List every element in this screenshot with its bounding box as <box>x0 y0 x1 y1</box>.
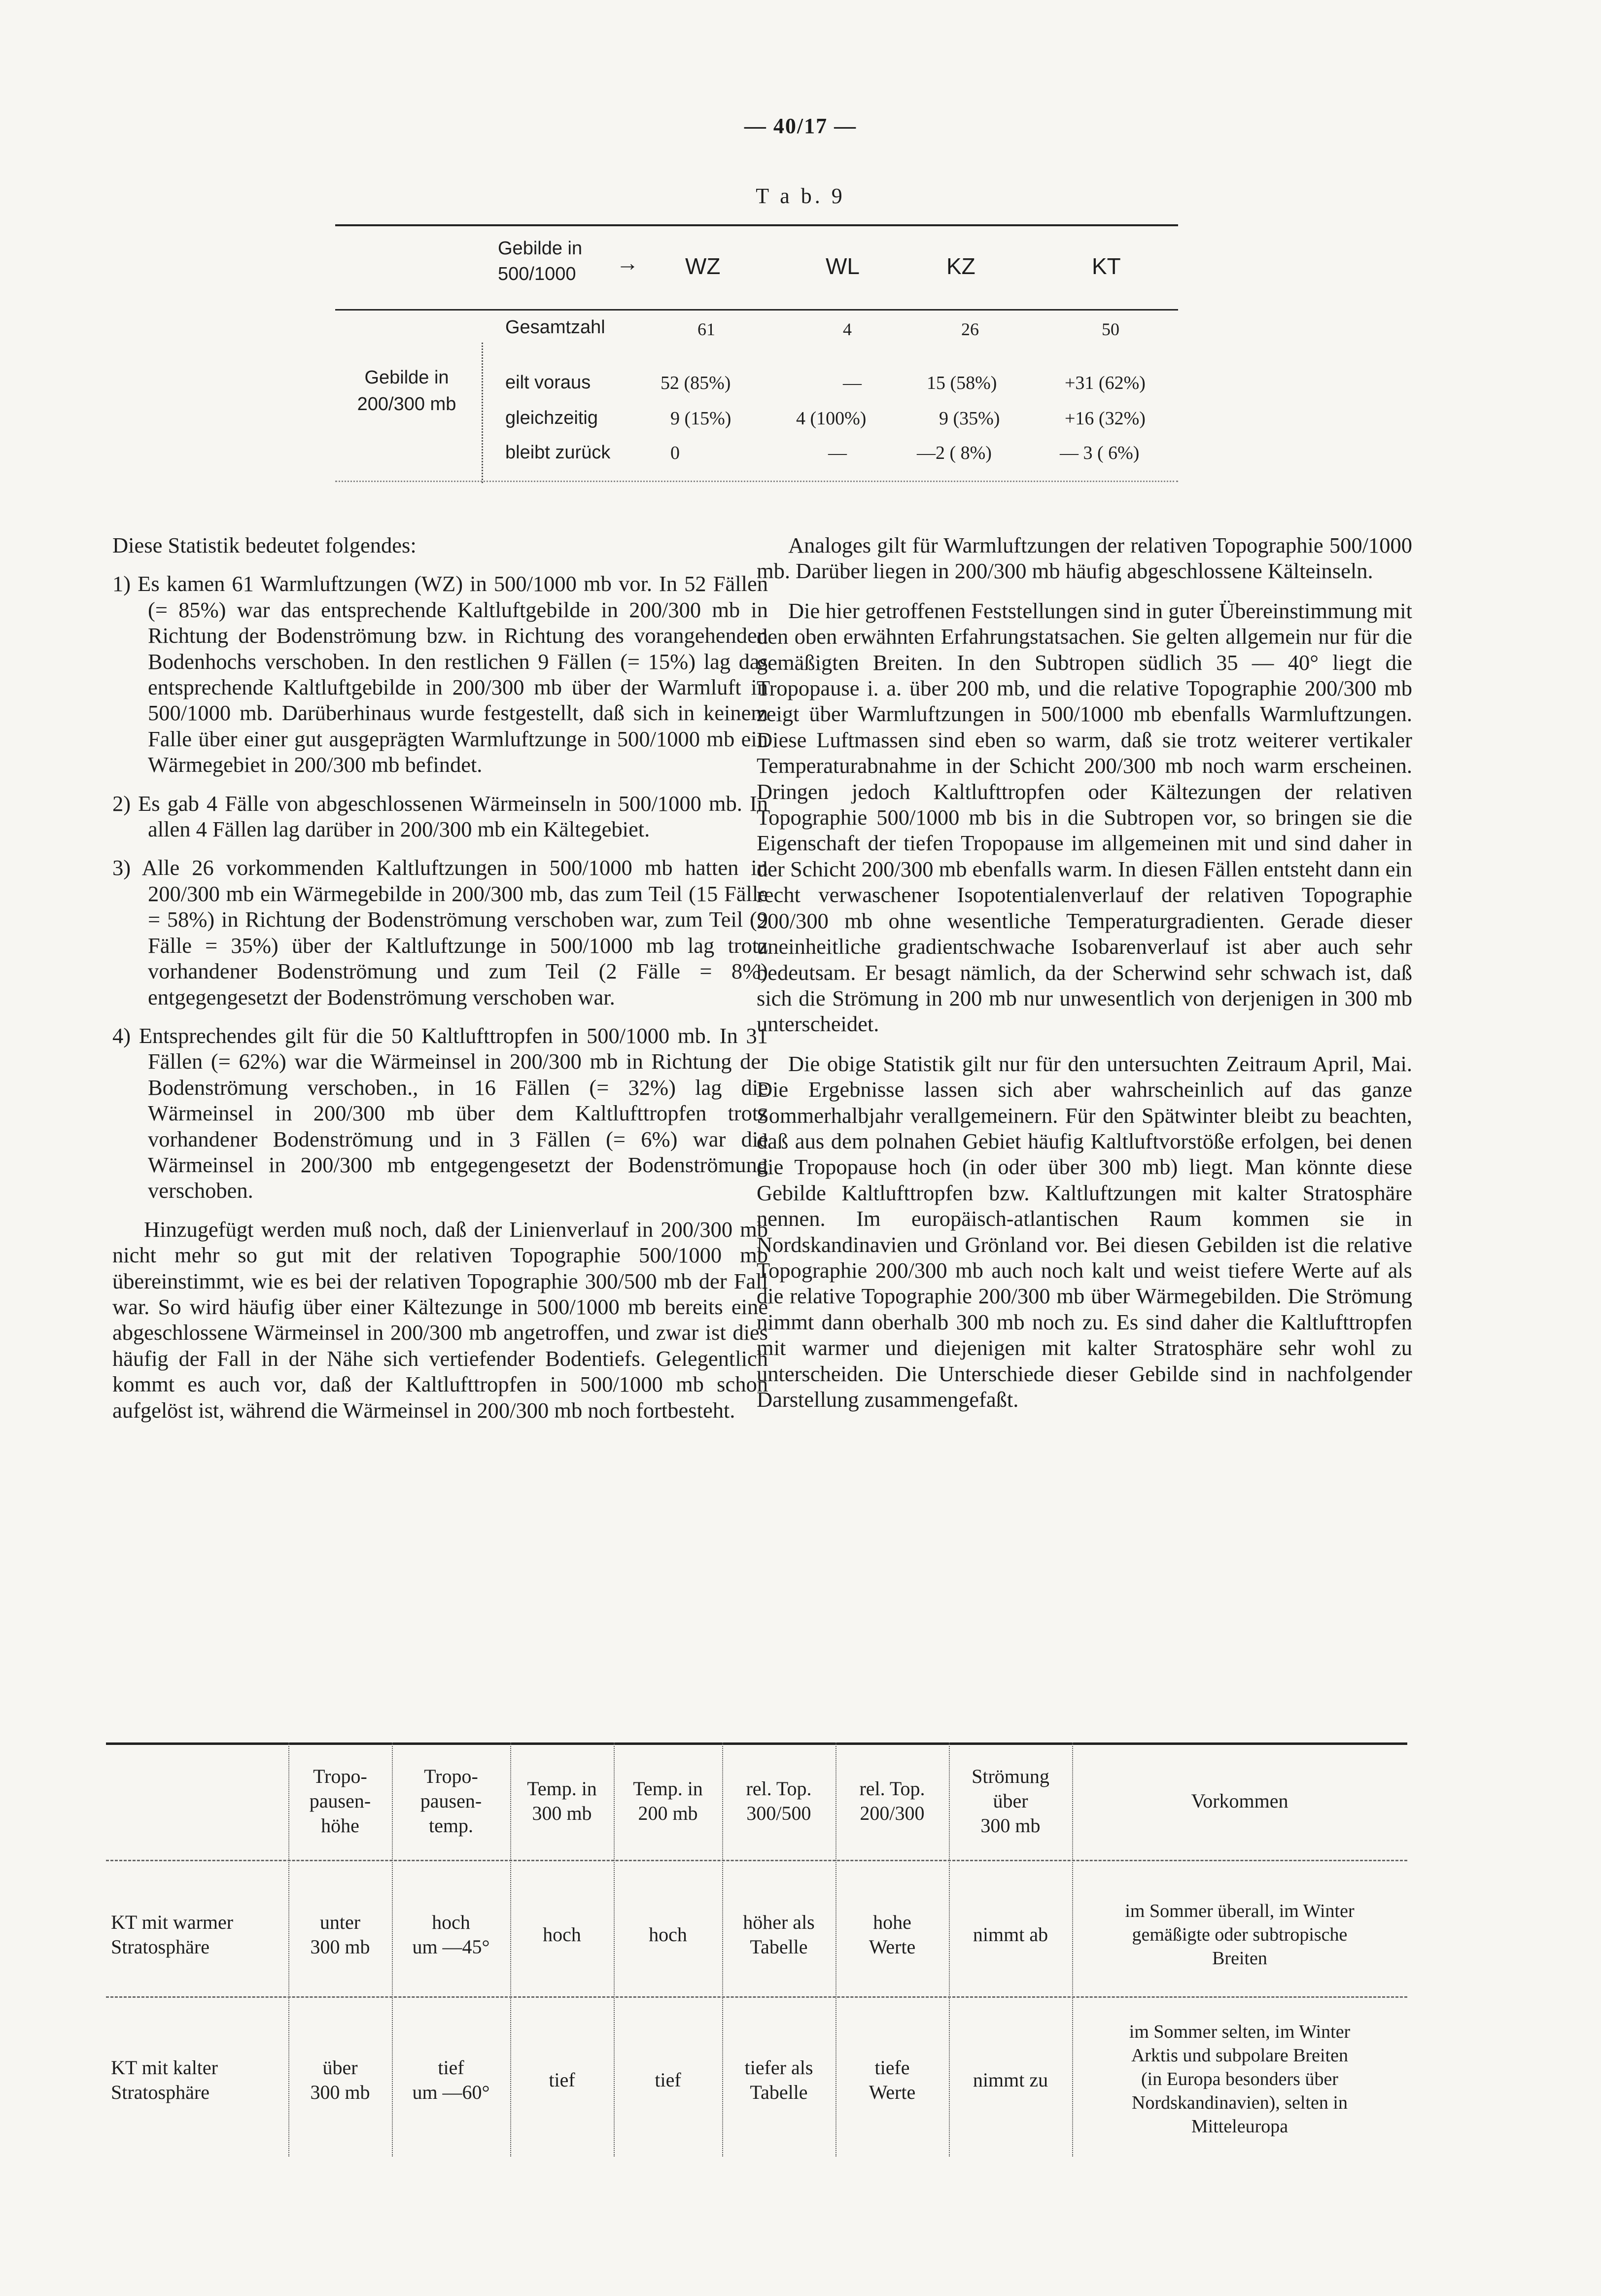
column-header: Vorkommen <box>1191 1790 1288 1812</box>
row-rule <box>106 1996 1407 1998</box>
table-cell: tief <box>549 2069 575 2091</box>
table9-row-label: bleibt zurück <box>505 442 611 463</box>
table9-col-header: KT <box>1092 253 1121 279</box>
table-cell: hoch um —45° <box>412 1911 490 1958</box>
paragraph: Diese Statistik bedeutet folgendes: <box>112 533 417 557</box>
table9-corner-label-1: Gebilde in <box>498 238 583 259</box>
table-cell: nimmt zu <box>973 2069 1048 2091</box>
right-column <box>757 532 1412 1412</box>
table-cell: im Sommer überall, im Winter gemäßigte oder subtropische Breiten <box>1125 1901 1355 1969</box>
table9-cell: 52 (85%) <box>661 373 731 393</box>
table9-cell: 9 (15%) <box>670 408 731 429</box>
paragraph: Analoges gilt für Warmluftzungen der relativen Topographie 500/1000 mb. Darüber liegen in 200/300 mb häufig abgeschlossene Kälteinseln. <box>757 533 1412 584</box>
table9-top-rule <box>335 224 1178 226</box>
table9-corner-label-2: 500/1000 <box>498 264 576 284</box>
table9-col-header: WZ <box>685 253 721 279</box>
table-cell: höher als Tabelle <box>743 1911 815 1958</box>
column-header: rel. Top. 200/300 <box>859 1777 925 1824</box>
table9-row-group-label-2: 200/300 mb <box>357 394 456 415</box>
column-header: Temp. in 300 mb <box>527 1777 597 1824</box>
table9-header-rule <box>335 309 1178 311</box>
table9-total-label: Gesamtzahl <box>505 317 605 338</box>
comparison-table <box>106 1742 1407 2157</box>
page-number: — 40/17 — <box>744 114 857 138</box>
header-rule <box>106 1860 1407 1861</box>
table9-total: 4 <box>843 319 852 339</box>
table9-bottom-rule <box>335 481 1178 482</box>
table-cell: hoch <box>543 1923 581 1946</box>
table-cell: hohe Werte <box>869 1911 916 1958</box>
column-header: Temp. in 200 mb <box>633 1777 703 1824</box>
table9-cell: — <box>843 373 862 393</box>
table9-total: 61 <box>697 319 715 339</box>
table9-cell: 4 (100%) <box>796 408 867 429</box>
table9-row-label: gleichzeitig <box>505 408 598 428</box>
table9-cell: 15 (58%) <box>927 373 997 393</box>
table9-row-label: eilt voraus <box>505 372 591 393</box>
column-header: Tropo- pausen- höhe <box>309 1765 371 1837</box>
column-header: rel. Top. 300/500 <box>746 1777 812 1824</box>
table9-col-header: KZ <box>946 253 975 279</box>
table-cell: über 300 mb <box>310 2056 370 2103</box>
list-item: 2) Es gab 4 Fälle von abgeschlossenen Wärmeinseln in 500/1000 mb. In allen 4 Fällen lag darüber in 200/300 mb ein Kältegebiet. <box>112 791 768 842</box>
table9-cell: 9 (35%) <box>939 408 1000 429</box>
table-cell: unter 300 mb <box>310 1911 370 1958</box>
column-header: Strömung über 300 mb <box>972 1765 1049 1837</box>
table9-cell: 0 <box>670 443 680 463</box>
table9-cell: +31 (62%) <box>1065 373 1146 393</box>
list-item: 3) Alle 26 vorkommenden Kaltluftzungen in 500/1000 mb hatten in 200/300 mb ein Wärmegebilde in 200/300 mb, das zum Teil (15 Fälle = 58%) in Richtung der Bodenströmung verschoben war, zum Teil (9 Fälle = 35%) über der Kaltluftzunge in 500/1000 mb lag trotz vorhandener Bodenströmung und zum Teil (2 Fälle = 8%) entgegengesetzt der Bodenströmung verschoben war. <box>112 855 768 1009</box>
left-column <box>112 532 768 1423</box>
table9-title: T a b. 9 <box>756 184 845 208</box>
row-label: KT mit kalter Stratosphäre <box>111 2056 218 2103</box>
table9-vertical-separator <box>482 343 483 483</box>
row-label: KT mit warmer Stratosphäre <box>111 1911 234 1958</box>
table-cell: hoch <box>649 1923 687 1946</box>
table9-row-group-label-1: Gebilde in <box>364 367 449 388</box>
table-cell: nimmt ab <box>973 1923 1048 1946</box>
table9-cell: — 3 ( 6%) <box>1060 443 1140 463</box>
list-item: 4) Entsprechendes gilt für die 50 Kaltlufttropfen in 500/1000 mb. In 31 Fällen (= 62%) war die Wärmeinsel in 200/300 mb in Richtung der Bodenströmung verschoben., in 16 Fällen (= 32%) lag die Wärmeinsel in 200/300 mb über dem Kaltlufttropfen trotz vorhandener Bodenströmung und in 3 Fällen (= 6%) war die Wärmeinsel in 200/300 mb entgegengesetzt der Bodenströmung verschoben. <box>112 1023 768 1203</box>
arrow-right-icon: → <box>616 250 639 276</box>
table9-cell: — <box>828 443 847 463</box>
table-cell: tiefer als Tabelle <box>744 2056 813 2103</box>
table-cell: tief um —60° <box>412 2056 490 2103</box>
table-cell: im Sommer selten, im Winter Arktis und subpolare Breiten (in Europa besonders über Nordskandinavien), selten in Mitteleuropa <box>1129 2021 1351 2137</box>
paragraph: Hinzugefügt werden muß noch, daß der Linienverlauf in 200/300 mb nicht mehr so gut mit der relativen Topographie 500/1000 mb übereinstimmt, wie es bei der relativen Topographie 300/500 mb der Fall war. So wird häufig über einer Kältezunge in 500/1000 mb bereits eine abgeschlossene Wärmeinsel in 200/300 mb angetroffen, und zwar ist dies häufig der Fall in der Nähe sich vertiefender Bodentiefs. Gelegentlich kommt es auch vor, daß der Kaltlufttropfen in 500/1000 mb schon aufgelöst ist, während die Wärmeinsel in 200/300 mb noch fortbesteht. <box>112 1217 768 1423</box>
list-item: 1) Es kamen 61 Warmluftzungen (WZ) in 500/1000 mb vor. In 52 Fällen (= 85%) war das entsprechende Kaltluftgebilde in 200/300 mb in Richtung der Bodenströmung bzw. in Richtung des vorangehenden Bodenhochs verschoben. In den restlichen 9 Fällen (= 15%) lag das entsprechende Kaltluftgebilde in 200/300 mb über der Warmluft in 500/1000 mb. Darüberhinaus wurde festgestellt, daß sich in keinem Falle über einer gut ausgeprägten Warmluftzunge in 500/1000 mb ein Wärmegebiet in 200/300 mb befindet. <box>112 571 768 777</box>
table9-total: 50 <box>1102 319 1119 339</box>
table9 <box>335 224 1178 485</box>
paragraph: Die hier getroffenen Feststellungen sind in guter Übereinstimmung mit den oben erwähnten Erfahrungstatsachen. Sie gelten allgemein nur für die gemäßigten Breiten. In den Subtropen südlich 35 — 40° liegt die Tropopause i. a. über 200 mb, und die relative Topographie 200/300 mb zeigt über Warmluftzungen in 500/1000 mb ebenfalls Warmluftzungen. Diese Luftmassen sind eben so warm, daß sie trotz weiterer vertikaler Temperaturabnahme in der Schicht 200/300 mb noch warm erscheinen. Dringen jedoch Kaltlufttropfen oder Kältezungen der relativen Topographie 500/1000 mb bis in die Subtropen vor, so bringen sie die Eigenschaft der tiefen Tropopause im allgemeinen mit und sind daher in der Schicht 200/300 mb ebenfalls warm. In diesen Fällen entsteht dann ein recht verwaschener Isopotentialenverlauf der relativen Topographie 200/300 mb ohne wesentliche Temperaturgradienten. Gerade dieser uneinheitliche gradientschwache Isobarenverlauf ist aber auch sehr bedeutsam. Er besagt nämlich, da der Scherwind sehr schwach ist, daß sich die Strömung in 200 mb nur unwesentlich von derjenigen in 300 mb unterscheidet. <box>757 598 1412 1037</box>
table9-col-header: WL <box>826 253 860 279</box>
paragraph: Die obige Statistik gilt nur für den untersuchten Zeitraum April, Mai. Die Ergebnisse lassen sich aber wahrscheinlich auf das ganze Sommerhalbjahr verallgemeinern. Für den Spätwinter bleibt zu beachten, daß aus dem polnahen Gebiet häufig Kaltluftvorstöße erfolgen, bei denen die Tropopause hoch (in oder über 300 mb) liegt. Man könnte diese Gebilde Kaltlufttropfen bzw. Kaltluftzungen mit kalter Stratosphäre nennen. Im europäisch-atlantischen Raum kommen sie in Nordskandinavien und Grönland vor. Bei diesen Gebilden ist die relative Topographie 200/300 mb auch noch kalt und weist tiefere Werte auf als die relative Topographie 200/300 mb über Wärmegebilden. Die Strömung nimmt dann oberhalb 300 mb noch zu. Es sind daher die Kaltlufttropfen mit warmer und diejenigen mit kalter Stratosphäre sehr wohl zu unterscheiden. Die Unterschiede dieser Gebilde sind in nachfolgender Darstellung zusammengefaßt. <box>757 1051 1412 1412</box>
table9-total: 26 <box>961 319 979 339</box>
table-cell: tief <box>655 2069 681 2091</box>
table-cell: tiefe Werte <box>869 2056 916 2103</box>
table9-cell: +16 (32%) <box>1065 408 1146 429</box>
table9-cell: —2 ( 8%) <box>917 443 992 463</box>
column-header: Tropo- pausen- temp. <box>420 1765 482 1837</box>
